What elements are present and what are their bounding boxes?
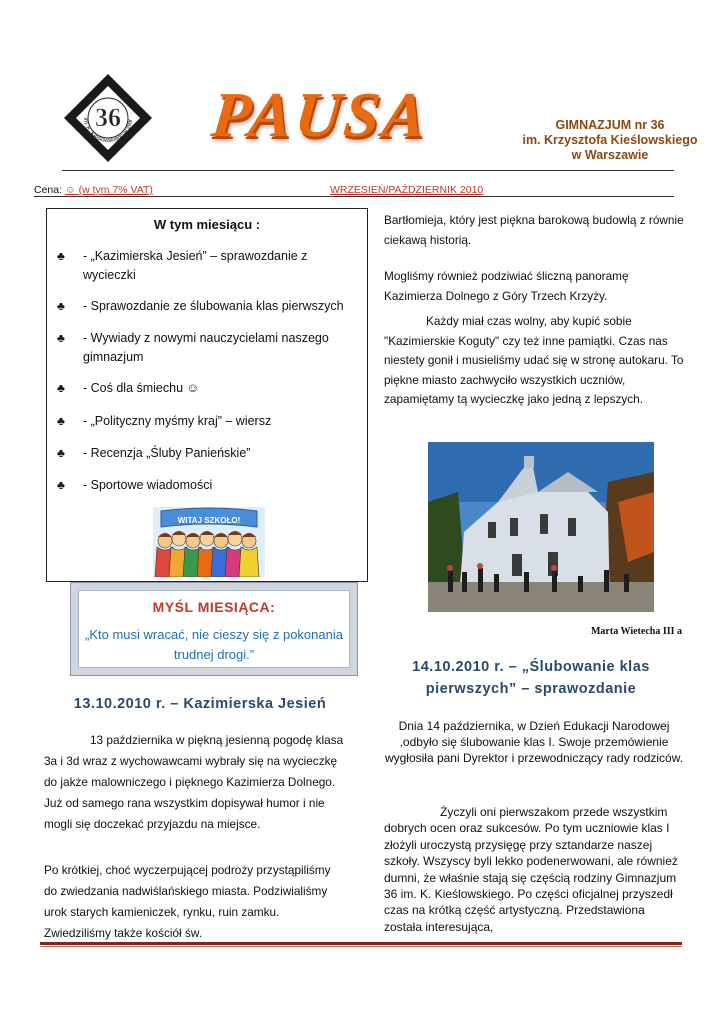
article-paragraph-text: Każdy miał czas wolny, aby kupić sobie "Kazimierskie Koguty" czy też inne pamiątki. Czas nas niestety gonił i musieliśmy udać się w stronę autokaru. To piękne miasto zachwyciło wszystkich uczniów, zapamiętamy tą wycieczkę jako jedną z lepszych.	[384, 314, 684, 406]
club-bullet-icon: ♣	[57, 381, 65, 395]
footer-rule	[40, 942, 682, 945]
school-name-line-3: w Warszawie	[571, 148, 649, 162]
newspaper-title: PAUSA	[208, 79, 433, 150]
article-paragraph	[384, 804, 684, 935]
article-paragraph-text: Życzyli oni pierwszakom przede wszystkim dobrych ocen oraz sukcesów. Po tym uczniowie klas I złożyli uroczystą przysięgę przy sztandarze naszej szkoły. Wszyscy byli lekko podenerwowani, ale również dumni, że właśnie stają się częścią rodziny Gimnazjum 36 im. K. Kieślowskiego. Po części oficjalnej przyszedł czas na krótką część artystyczną. Przedstawiona została interesująca,	[384, 805, 678, 934]
article-paragraph: Bartłomieja, który jest piękna barokową budowlą z równie ciekawą historią.	[384, 213, 684, 247]
article-paragraph: Dnia 14 października, w Dzień Edukacji Narodowej ,odbyło się ślubowanie klas I. Swoje przemówienie wygłosiła pani Dyrektor i przewodniczący rady rodziców.	[384, 719, 684, 765]
contents-item-text: - Recenzja „Śluby Panieńskie”	[83, 446, 251, 460]
contents-item-text: - Coś dla śmiechu ☺	[83, 381, 200, 395]
header-divider	[62, 170, 674, 171]
price-value: ☺ (w tym 7% VAT)	[64, 184, 153, 196]
article-paragraph-text: 13 października w piękną jesienną pogodę klasa 3a i 3d wraz z wychowawcami wybrały się na wycieczkę do jakże malowniczego i pięknego Kazimierza Dolnego. Już od samego rana wszystkim dopisywał humor i nie mogli się doczekać przyjazdu na miejsce.	[44, 733, 344, 831]
contents-box	[46, 208, 368, 582]
contents-item	[57, 379, 357, 398]
article-heading-oath: 14.10.2010 r. – „Ślubowanie klas pierwszych” – sprawozdanie	[412, 659, 650, 697]
contents-item-text: - Sprawozdanie ze ślubowania klas pierwszych	[83, 299, 344, 313]
club-bullet-icon: ♣	[57, 478, 65, 492]
footer-rule-thin	[40, 946, 682, 947]
article-heading-kazimierz: 13.10.2010 r. – Kazimierska Jesień	[73, 696, 327, 712]
logo-number: 36	[95, 103, 121, 132]
photo-caption: Marta Wietecha III a	[590, 626, 682, 637]
logo-ring-text: im. K. Kieślowskiego w War	[81, 117, 134, 145]
contents-item	[57, 412, 357, 431]
club-bullet-icon: ♣	[57, 249, 65, 263]
quote-of-month-box	[70, 582, 358, 676]
banner-text: WITAJ SZKOŁO!	[177, 516, 241, 525]
quote-text: „Kto musi wracać, nie cieszy się z pokonania trudnej drogi.”	[85, 627, 343, 662]
school-name-line-1: GIMNAZJUM nr 36	[555, 118, 665, 132]
date-divider	[34, 196, 674, 197]
contents-item	[57, 476, 357, 495]
contents-item	[57, 247, 357, 285]
price-info	[34, 184, 153, 196]
club-bullet-icon: ♣	[57, 414, 65, 428]
article-paragraph	[384, 312, 684, 410]
club-bullet-icon: ♣	[57, 446, 65, 460]
price-label: Cena:	[34, 184, 63, 196]
article-paragraph: Po krótkiej, choć wyczerpującej podroży przystąpiliśmy do zwiedzania nadwiślańskiego miasta. Podziwialiśmy urok starych kamieniczek, rynku, ruin zamku. Zwiedziliśmy także kościół św.	[44, 863, 331, 940]
school-logo	[62, 72, 154, 164]
contents-item-text: - „Polityczny myśmy kraj” – wiersz	[83, 414, 272, 428]
contents-item-text: - Sportowe wiadomości	[83, 478, 213, 492]
contents-item-text: - Wywiady z nowymi nauczycielami naszego gimnazjum	[83, 331, 329, 364]
school-name-line-2: im. Krzysztofa Kieślowskiego	[522, 133, 698, 147]
contents-item-text: - „Kazimierska Jesień” – sprawozdanie z wycieczki	[83, 249, 308, 282]
article-paragraph: Mogliśmy również podziwiać śliczną panoramę Kazimierza Dolnego z Góry Trzech Krzyży.	[384, 269, 629, 303]
issue-date: WRZESIEŃ/PAŹDZIERNIK 2010	[330, 184, 484, 196]
club-bullet-icon: ♣	[57, 299, 65, 313]
welcome-school-illustration	[153, 507, 265, 577]
quote-title: MYŚL MIESIĄCA:	[152, 599, 276, 615]
contents-title: W tym miesiącu :	[153, 217, 261, 232]
contents-item	[57, 329, 357, 367]
contents-item	[57, 444, 357, 463]
contents-item	[57, 297, 357, 316]
club-bullet-icon: ♣	[57, 331, 65, 345]
article-paragraph	[44, 730, 344, 835]
church-photo	[428, 442, 654, 612]
school-name	[520, 118, 700, 163]
